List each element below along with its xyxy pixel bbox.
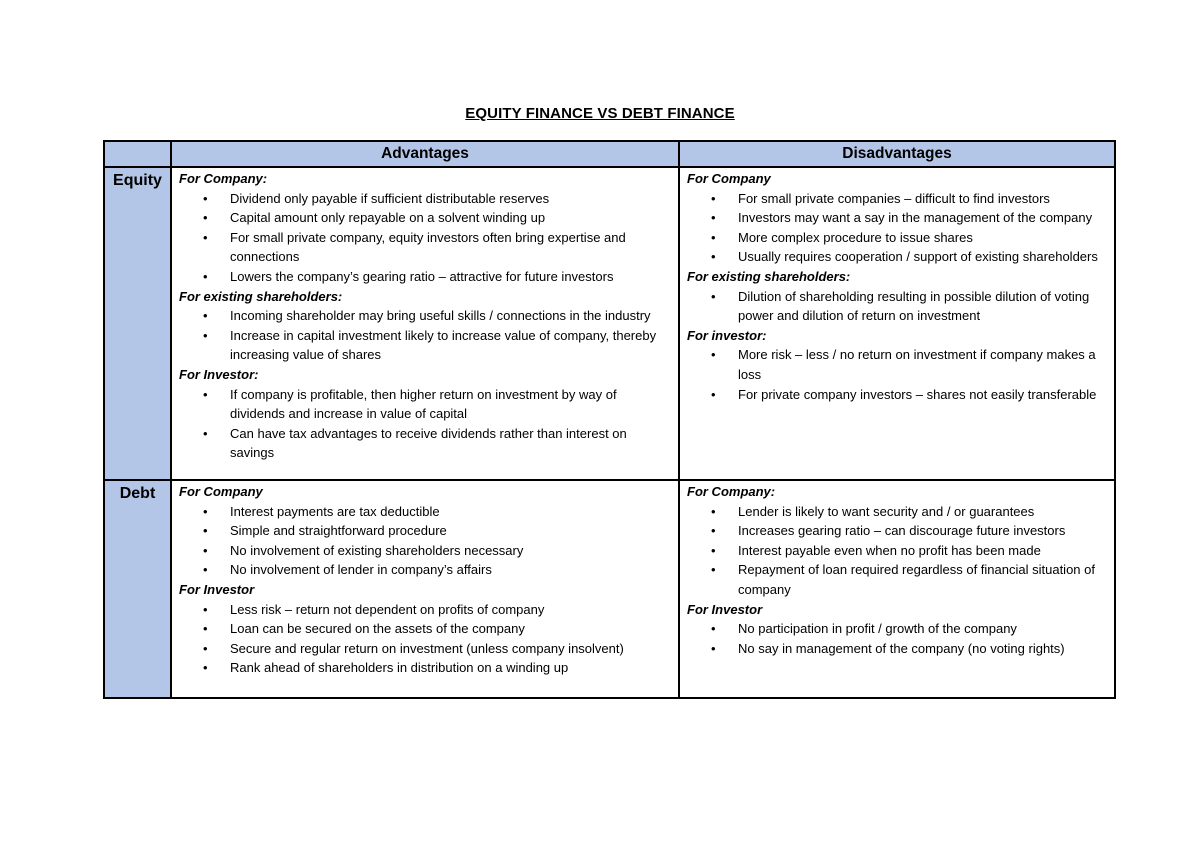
bullet-list (687, 345, 1106, 404)
list-item: • Dilution of shareholding resulting in possible dilution of voting power and dilution of return on investment (738, 287, 1106, 326)
list-item: • Investors may want a say in the management of the company (738, 208, 1106, 228)
section-heading: For Company (179, 484, 263, 499)
bullet-list (687, 502, 1106, 600)
equity-advantages-cell (171, 167, 679, 480)
list-item: • Secure and regular return on investment (unless company insolvent) (230, 639, 670, 659)
equity-label-cell (104, 167, 171, 480)
debt-label: Debt (119, 485, 156, 502)
list-item: • Capital amount only repayable on a solvent winding up (230, 208, 670, 228)
debt-row (104, 480, 1115, 698)
list-item: • No participation in profit / growth of the company (738, 619, 1106, 639)
list-item: • Loan can be secured on the assets of the company (230, 619, 670, 639)
list-item: • Interest payable even when no profit has been made (738, 541, 1106, 561)
bullet-list (179, 306, 670, 365)
bullet-list (687, 619, 1106, 658)
section-heading: For existing shareholders: (179, 288, 343, 304)
list-item: • For small private companies – difficult to find investors (738, 189, 1106, 209)
bullet-list (179, 189, 670, 287)
section-heading: For investor: (687, 327, 767, 343)
section-heading: For Company: (179, 171, 268, 186)
list-item: • For private company investors – shares not easily transferable (738, 385, 1106, 405)
header-corner-cell (104, 141, 171, 167)
list-item: • Incoming shareholder may bring useful skills / connections in the industry (230, 306, 670, 326)
list-item: • No say in management of the company (no voting rights) (738, 639, 1106, 659)
cell-content (172, 481, 678, 680)
list-item: • Lowers the company’s gearing ratio – attractive for future investors (230, 267, 670, 287)
cell-content (172, 168, 678, 465)
section-heading: For Company (687, 171, 771, 186)
bullet-list (687, 189, 1106, 267)
cell-content (680, 168, 1114, 406)
advantages-header: Advantages (171, 141, 679, 167)
list-item: • Increase in capital investment likely to increase value of company, thereby increasing value of shares (230, 326, 670, 365)
equity-row (104, 167, 1115, 480)
disadvantages-header: Disadvantages (679, 141, 1115, 167)
section-heading: For Investor: (179, 366, 259, 382)
cell-content (680, 481, 1114, 660)
list-item: • Usually requires cooperation / support of existing shareholders (738, 247, 1106, 267)
bullet-list (179, 600, 670, 678)
section-heading: For existing shareholders: (687, 268, 851, 284)
bullet-list (687, 287, 1106, 326)
list-item: • Rank ahead of shareholders in distribution on a winding up (230, 658, 670, 678)
comparison-table (103, 140, 1116, 699)
list-item: • Less risk – return not dependent on profits of company (230, 600, 670, 620)
list-item: • More complex procedure to issue shares (738, 228, 1106, 248)
section-heading: For Company: (687, 484, 776, 499)
section-heading: For Investor (687, 601, 763, 617)
equity-label: Equity (113, 172, 162, 189)
list-item: • If company is profitable, then higher return on investment by way of dividends and increase in value of capital (230, 385, 670, 424)
debt-disadvantages-cell (679, 480, 1115, 698)
section-heading: For Investor (179, 581, 255, 597)
debt-label-cell (104, 480, 171, 698)
list-item: • Increases gearing ratio – can discourage future investors (738, 521, 1106, 541)
list-item: • No involvement of existing shareholders necessary (230, 541, 670, 561)
bullet-list (179, 502, 670, 580)
list-item: • Can have tax advantages to receive dividends rather than interest on savings (230, 424, 670, 463)
list-item: • Dividend only payable if sufficient distributable reserves (230, 189, 670, 209)
list-item: • For small private company, equity investors often bring expertise and connections (230, 228, 670, 267)
bullet-list (179, 385, 670, 463)
list-item: • No involvement of lender in company’s affairs (230, 560, 670, 580)
list-item: • More risk – less / no return on investment if company makes a loss (738, 345, 1106, 384)
list-item: • Repayment of loan required regardless of financial situation of company (738, 560, 1106, 599)
list-item: • Lender is likely to want security and / or guarantees (738, 502, 1106, 522)
list-item: • Interest payments are tax deductible (230, 502, 670, 522)
equity-disadvantages-cell (679, 167, 1115, 480)
document-title: EQUITY FINANCE VS DEBT FINANCE (465, 105, 735, 122)
debt-advantages-cell (171, 480, 679, 698)
list-item: • Simple and straightforward procedure (230, 521, 670, 541)
table-header-row (104, 141, 1115, 167)
